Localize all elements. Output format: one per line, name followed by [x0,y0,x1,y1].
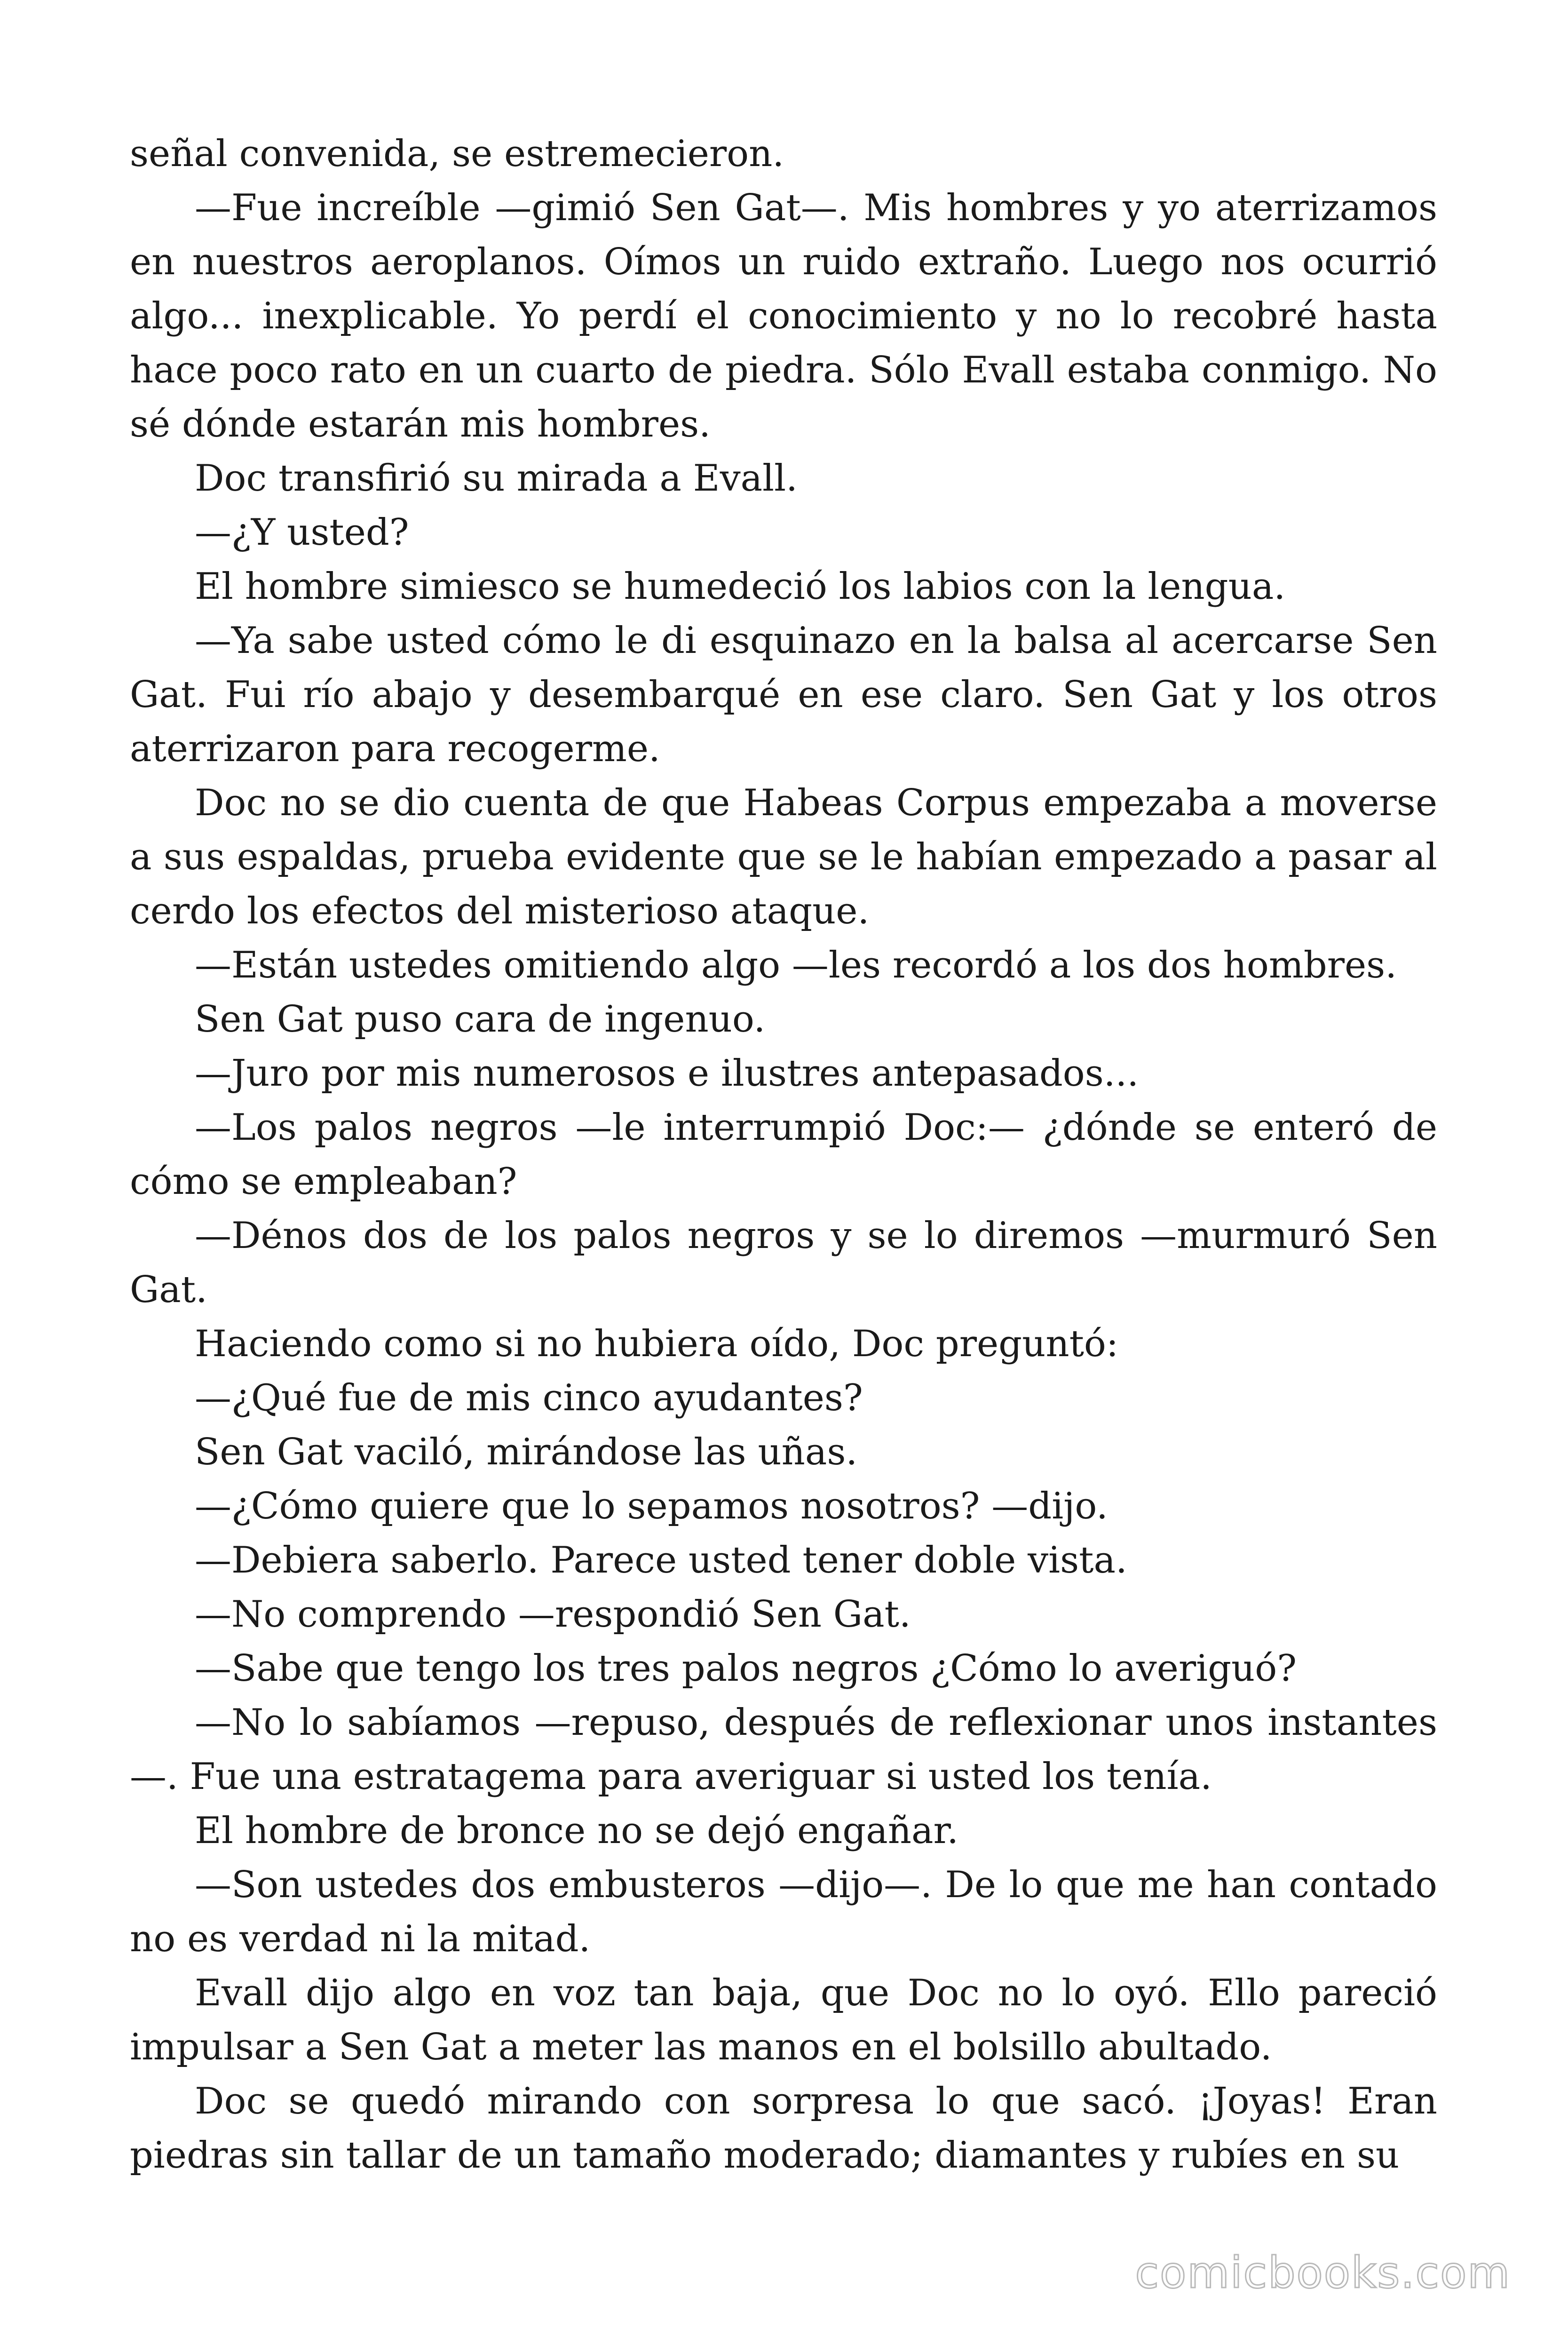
paragraph: Sen Gat puso cara de ingenuo. [195,998,766,1041]
paragraph: Doc transfirió su mirada a Evall. [195,457,798,500]
paragraph: —Son ustedes dos embusteros —dijo—. De lo que me han contado no es verdad ni la mitad. [130,1864,1437,1960]
paragraph: —¿Cómo quiere que lo sepamos nosotros? —dijo. [195,1485,1108,1527]
paragraph: —Fue increíble —gimió Sen Gat—. Mis hombres y yo aterrizamos en nuestros aeroplanos. Oímos un ruido extraño. Luego nos ocurrió algo... inexplicable. Yo perdí el conocimiento y no lo recobré hasta hace poco rato en un cuarto de piedra. Sólo Evall estaba conmigo. No sé dónde estarán mis hombres. [130,187,1437,445]
body-text [130,127,1437,2183]
paragraph: —¿Y usted? [195,511,409,554]
paragraph: Evall dijo algo en voz tan baja, que Doc no lo oyó. Ello pareció impulsar a Sen Gat a meter las manos en el bolsillo abultado. [130,1972,1437,2068]
paragraph: —No lo sabíamos —repuso, después de reflexionar unos instantes—. Fue una estratagema para averiguar si usted los tenía. [130,1701,1437,1798]
paragraph: Doc se quedó mirando con sorpresa lo que sacó. ¡Joyas! Eran piedras sin tallar de un tamaño moderado; diamantes y rubíes en su [130,2080,1437,2177]
paragraph: Haciendo como si no hubiera oído, Doc preguntó: [195,1323,1119,1365]
paragraph: —Juro por mis numerosos e ilustres antepasados... [195,1052,1139,1095]
paragraph: —No comprendo —respondió Sen Gat. [195,1593,911,1636]
paragraph: —¿Qué fue de mis cinco ayudantes? [195,1377,863,1419]
paragraph: —Están ustedes omitiendo algo —les recordó a los dos hombres. [195,944,1397,986]
paragraph: Doc no se dio cuenta de que Habeas Corpus empezaba a moverse a sus espaldas, prueba evidente que se le habían empezado a pasar al cerdo los efectos del misterioso ataque. [130,782,1437,932]
watermark: comicbooks.com [1135,2248,1511,2298]
paragraph: —Sabe que tengo los tres palos negros ¿Cómo lo averiguó? [195,1647,1297,1690]
paragraph: —Dénos dos de los palos negros y se lo diremos —murmuró Sen Gat. [130,1215,1437,1311]
paragraph: —Debiera saberlo. Parece usted tener doble vista. [195,1539,1127,1581]
paragraph: Sen Gat vaciló, mirándose las uñas. [195,1431,858,1473]
paragraph: —Los palos negros —le interrumpió Doc:— ¿dónde se enteró de cómo se empleaban? [130,1106,1437,1203]
paragraph: El hombre simiesco se humedeció los labios con la lengua. [195,565,1286,608]
paragraph: El hombre de bronce no se dejó engañar. [195,1810,959,1852]
paragraph: —Ya sabe usted cómo le di esquinazo en la balsa al acercarse Sen Gat. Fui río abajo y desembarqué en ese claro. Sen Gat y los otros aterrizaron para recogerme. [130,620,1437,770]
paragraph: señal convenida, se estremecieron. [130,133,784,175]
